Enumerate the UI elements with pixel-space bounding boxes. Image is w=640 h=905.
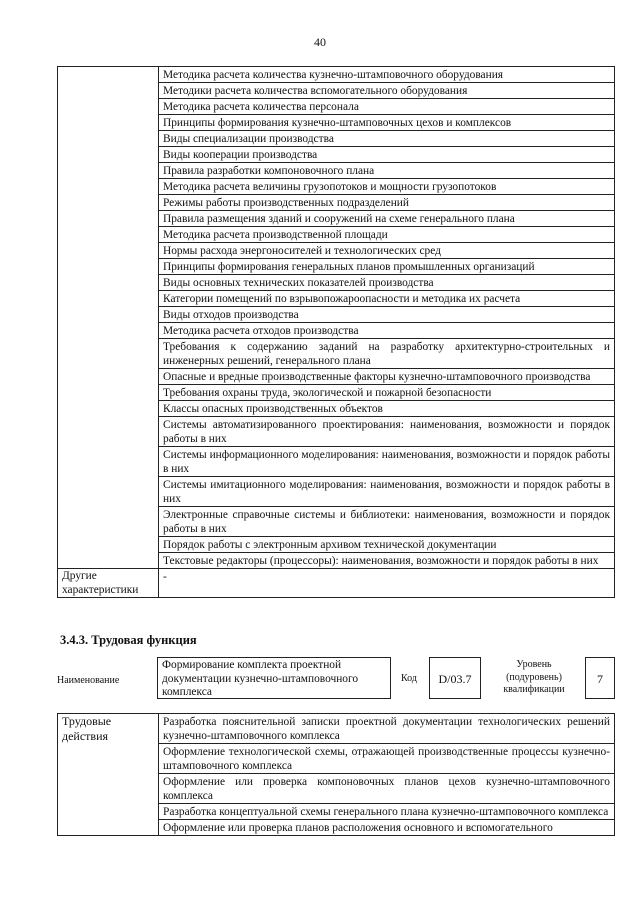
labor-action-item: Оформление или проверка компоновочных планов цехов кузнечно-штамповочного комплекса [159,774,615,804]
knowledge-item: Требования к содержанию заданий на разработку архитектурно-строительных и инженерных решений, генерального плана [159,339,615,369]
knowledge-item: Методика расчета отходов производства [159,323,615,339]
function-header [57,656,615,702]
knowledge-item: Правила разработки компоновочного плана [159,163,615,179]
labor-actions-table [57,713,615,836]
knowledge-item: Правила размещения зданий и сооружений на схеме генерального плана [159,211,615,227]
level-label: Уровень (подуровень) квалификации [503,659,565,695]
level-value: 7 [585,657,615,699]
name-value: Формирование комплекта проектной документации кузнечно-штамповочного комплекса [157,657,391,699]
knowledge-item: Классы опасных производственных объектов [159,401,615,417]
code-value: D/03.7 [429,657,481,699]
knowledge-item: Методика расчета производственной площади [159,227,615,243]
knowledge-item: Методика расчета количества персонала [159,99,615,115]
other-characteristics-value: - [159,569,615,598]
labor-actions-label: Трудовые действия [58,714,159,836]
knowledge-label-cell [58,67,159,569]
labor-action-item: Разработка пояснительной записки проектной документации технологических решений кузнечно-штамповочного комплекса [159,714,615,744]
knowledge-item: Порядок работы с электронным архивом технической документации [159,537,615,553]
knowledge-item: Системы имитационного моделирования: наименования, возможности и порядок работы в них [159,477,615,507]
knowledge-item: Режимы работы производственных подразделений [159,195,615,211]
page-number: 40 [314,35,326,49]
knowledge-item: Виды кооперации производства [159,147,615,163]
knowledge-item: Электронные справочные системы и библиотеки: наименования, возможности и порядок работы в них [159,507,615,537]
knowledge-item: Текстовые редакторы (процессоры): наименования, возможности и порядок работы в них [159,553,615,569]
other-characteristics-row [58,569,615,598]
knowledge-item: Методики расчета количества вспомогательного оборудования [159,83,615,99]
knowledge-item: Принципы формирования генеральных планов промышленных организаций [159,259,615,275]
knowledge-item: Категории помещений по взрывопожароопасности и методика их расчета [159,291,615,307]
labor-action-item: Оформление технологической схемы, отражающей производственные процессы кузнечно-штамповочного комплекса [159,744,615,774]
knowledge-item: Методика расчета величины грузопотоков и мощности грузопотоков [159,179,615,195]
knowledge-item: Опасные и вредные производственные факторы кузнечно-штамповочного производства [159,369,615,385]
knowledge-item: Системы информационного моделирования: наименования, возможности и порядок работы в них [159,447,615,477]
name-label: Наименование [57,675,120,686]
knowledge-table [57,66,615,598]
knowledge-item: Системы автоматизированного проектирования: наименования, возможности и порядок работы в них [159,417,615,447]
section-heading: 3.4.3. Трудовая функция [60,633,197,647]
knowledge-item: Принципы формирования кузнечно-штамповочных цехов и комплексов [159,115,615,131]
knowledge-item: Виды основных технических показателей производства [159,275,615,291]
knowledge-item: Виды специализации производства [159,131,615,147]
labor-action-item: Разработка концептуальной схемы генерального плана кузнечно-штамповочного комплекса [159,804,615,820]
knowledge-row [58,67,615,83]
code-label: Код [401,673,417,684]
knowledge-item: Нормы расхода энергоносителей и технологических сред [159,243,615,259]
knowledge-item: Виды отходов производства [159,307,615,323]
knowledge-item: Требования охраны труда, экологической и пожарной безопасности [159,385,615,401]
other-characteristics-label: Другие характеристики [58,569,159,598]
labor-action-item: Оформление или проверка планов расположения основного и вспомогательного [159,820,615,836]
knowledge-item: Методика расчета количества кузнечно-штамповочного оборудования [159,67,615,83]
labor-action-row [58,714,615,744]
